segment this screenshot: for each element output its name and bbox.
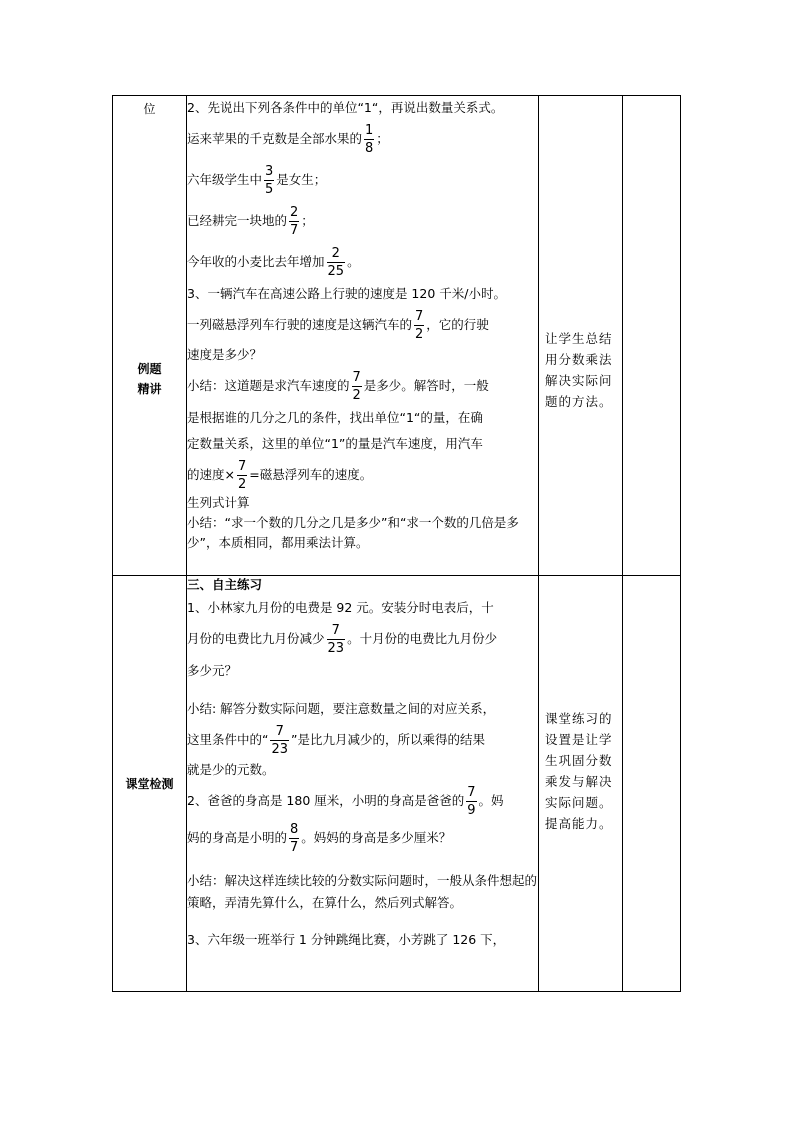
summary-line4: 的速度× $\frac{7}{2}$ =磁悬浮列车的速度。 bbox=[187, 459, 373, 492]
s1-line2: 这里条件中的“ $\frac{7}{23}$ ”是比九月减少的，所以乘得的结果 bbox=[187, 724, 486, 757]
item3-line3: 速度是多少？ bbox=[187, 347, 263, 362]
practice-heading: 三、自主练习 bbox=[187, 577, 263, 592]
p2-line1: 2、爸爸的身高是 180 厘米，小明的身高是爸爸的 $\frac{7}{9}$ 。妈 bbox=[187, 785, 504, 818]
example-label-cell bbox=[113, 96, 187, 576]
p1-line3: 多少元？ bbox=[187, 663, 238, 678]
p3-line1: 3、六年级一班举行 1 分钟跳绳比赛，小芳跳了 126 下， bbox=[187, 932, 506, 947]
s1-line1: 小结: 解答分数实际问题，要注意数量之间的对应关系， bbox=[187, 701, 496, 716]
item2-intro: 2、先说出下列各条件中的单位“1“，再说出数量关系式。 bbox=[187, 100, 504, 115]
fraction: $\frac{7}{23}$ bbox=[271, 724, 289, 757]
fraction: $\frac{7}{23}$ bbox=[327, 623, 345, 656]
summary-line1: 小结：这道题是求汽车速度的 $\frac{7}{2}$ 是多少。解答时，一般 bbox=[187, 370, 489, 403]
example-label-line2: 精讲 bbox=[137, 382, 162, 396]
fraction: $\frac{7}{2}$ bbox=[237, 459, 247, 492]
item3-line2: 一列磁悬浮列车行驶的速度是这辆汽车的 $\frac{7}{2}$ ，它的行驶 bbox=[187, 309, 489, 342]
item3-line1: 3、一辆汽车在高速公路上行驶的速度是 120 千米/小时。 bbox=[187, 286, 506, 301]
practice-note: 课堂练习的设置是让学生巩固分数乘发与解决实际问题。提高能力。 bbox=[545, 711, 613, 831]
summary-line3: 定数量关系，这里的单位“1”的量是汽车速度，用汽车 bbox=[187, 436, 483, 451]
calc-line: 生列式计算 bbox=[187, 495, 250, 510]
practice-label-cell bbox=[113, 576, 187, 992]
lesson-plan-table bbox=[112, 95, 681, 992]
example-note-cell bbox=[539, 96, 623, 576]
summary2: 小结：“求一个数的几分之几是多少”和“求一个数的几倍是多少”，本质相同，都用乘法计算。 bbox=[187, 515, 519, 550]
practice-content-cell bbox=[187, 576, 539, 992]
p1-line1: 1、小林家九月份的电费是 92 元。安装分时电表后，十 bbox=[187, 600, 494, 615]
practice-blank-cell bbox=[623, 576, 681, 992]
practice-label: 课堂检测 bbox=[125, 777, 174, 791]
condition-4: 今年收的小麦比去年增加 $\frac{2}{25}$ 。 bbox=[187, 246, 360, 279]
example-content-cell bbox=[187, 96, 539, 576]
s2: 小结：解决这样连续比较的分数实际问题时，一般从条件想起的策略，弄清先算什么，在算什么，然后列式解答。 bbox=[187, 873, 538, 910]
p2-line2: 妈的身高是小明的 $\frac{8}{7}$ 。妈妈的身高是多少厘米？ bbox=[187, 822, 452, 855]
fraction: $\frac{1}{8}$ bbox=[365, 123, 374, 156]
practice-row bbox=[113, 576, 681, 992]
example-note: 让学生总结用分数乘法解决实际问题的方法。 bbox=[545, 331, 613, 409]
fraction: $\frac{2}{25}$ bbox=[327, 246, 345, 279]
fraction: $\frac{8}{7}$ bbox=[290, 822, 299, 855]
example-label-line1: 例题 bbox=[137, 362, 162, 376]
condition-2: 六年级学生中 $\frac{3}{5}$ 是女生； bbox=[187, 164, 327, 197]
fraction: $\frac{7}{9}$ bbox=[467, 785, 476, 818]
condition-1: 运来苹果的千克数是全部水果的 $\frac{1}{8}$ ； bbox=[187, 123, 389, 156]
example-row bbox=[113, 96, 681, 576]
condition-3: 已经耕完一块地的 $\frac{2}{7}$ ； bbox=[187, 205, 314, 238]
practice-note-cell bbox=[539, 576, 623, 992]
fraction: $\frac{7}{2}$ bbox=[352, 370, 361, 403]
fraction: $\frac{2}{7}$ bbox=[290, 205, 299, 238]
summary-line2: 是根据谁的几分之几的条件，找出单位“1“的量，在确 bbox=[187, 410, 483, 425]
s1-line3: 就是少的元数。 bbox=[187, 762, 275, 777]
example-blank-cell bbox=[623, 96, 681, 576]
fraction: $\frac{7}{2}$ bbox=[415, 309, 424, 342]
label-top: 位 bbox=[143, 102, 156, 116]
p1-line2: 月份的电费比九月份减少 $\frac{7}{23}$ 。十月份的电费比九月份少 bbox=[187, 623, 498, 656]
fraction: $\frac{3}{5}$ bbox=[265, 164, 274, 197]
